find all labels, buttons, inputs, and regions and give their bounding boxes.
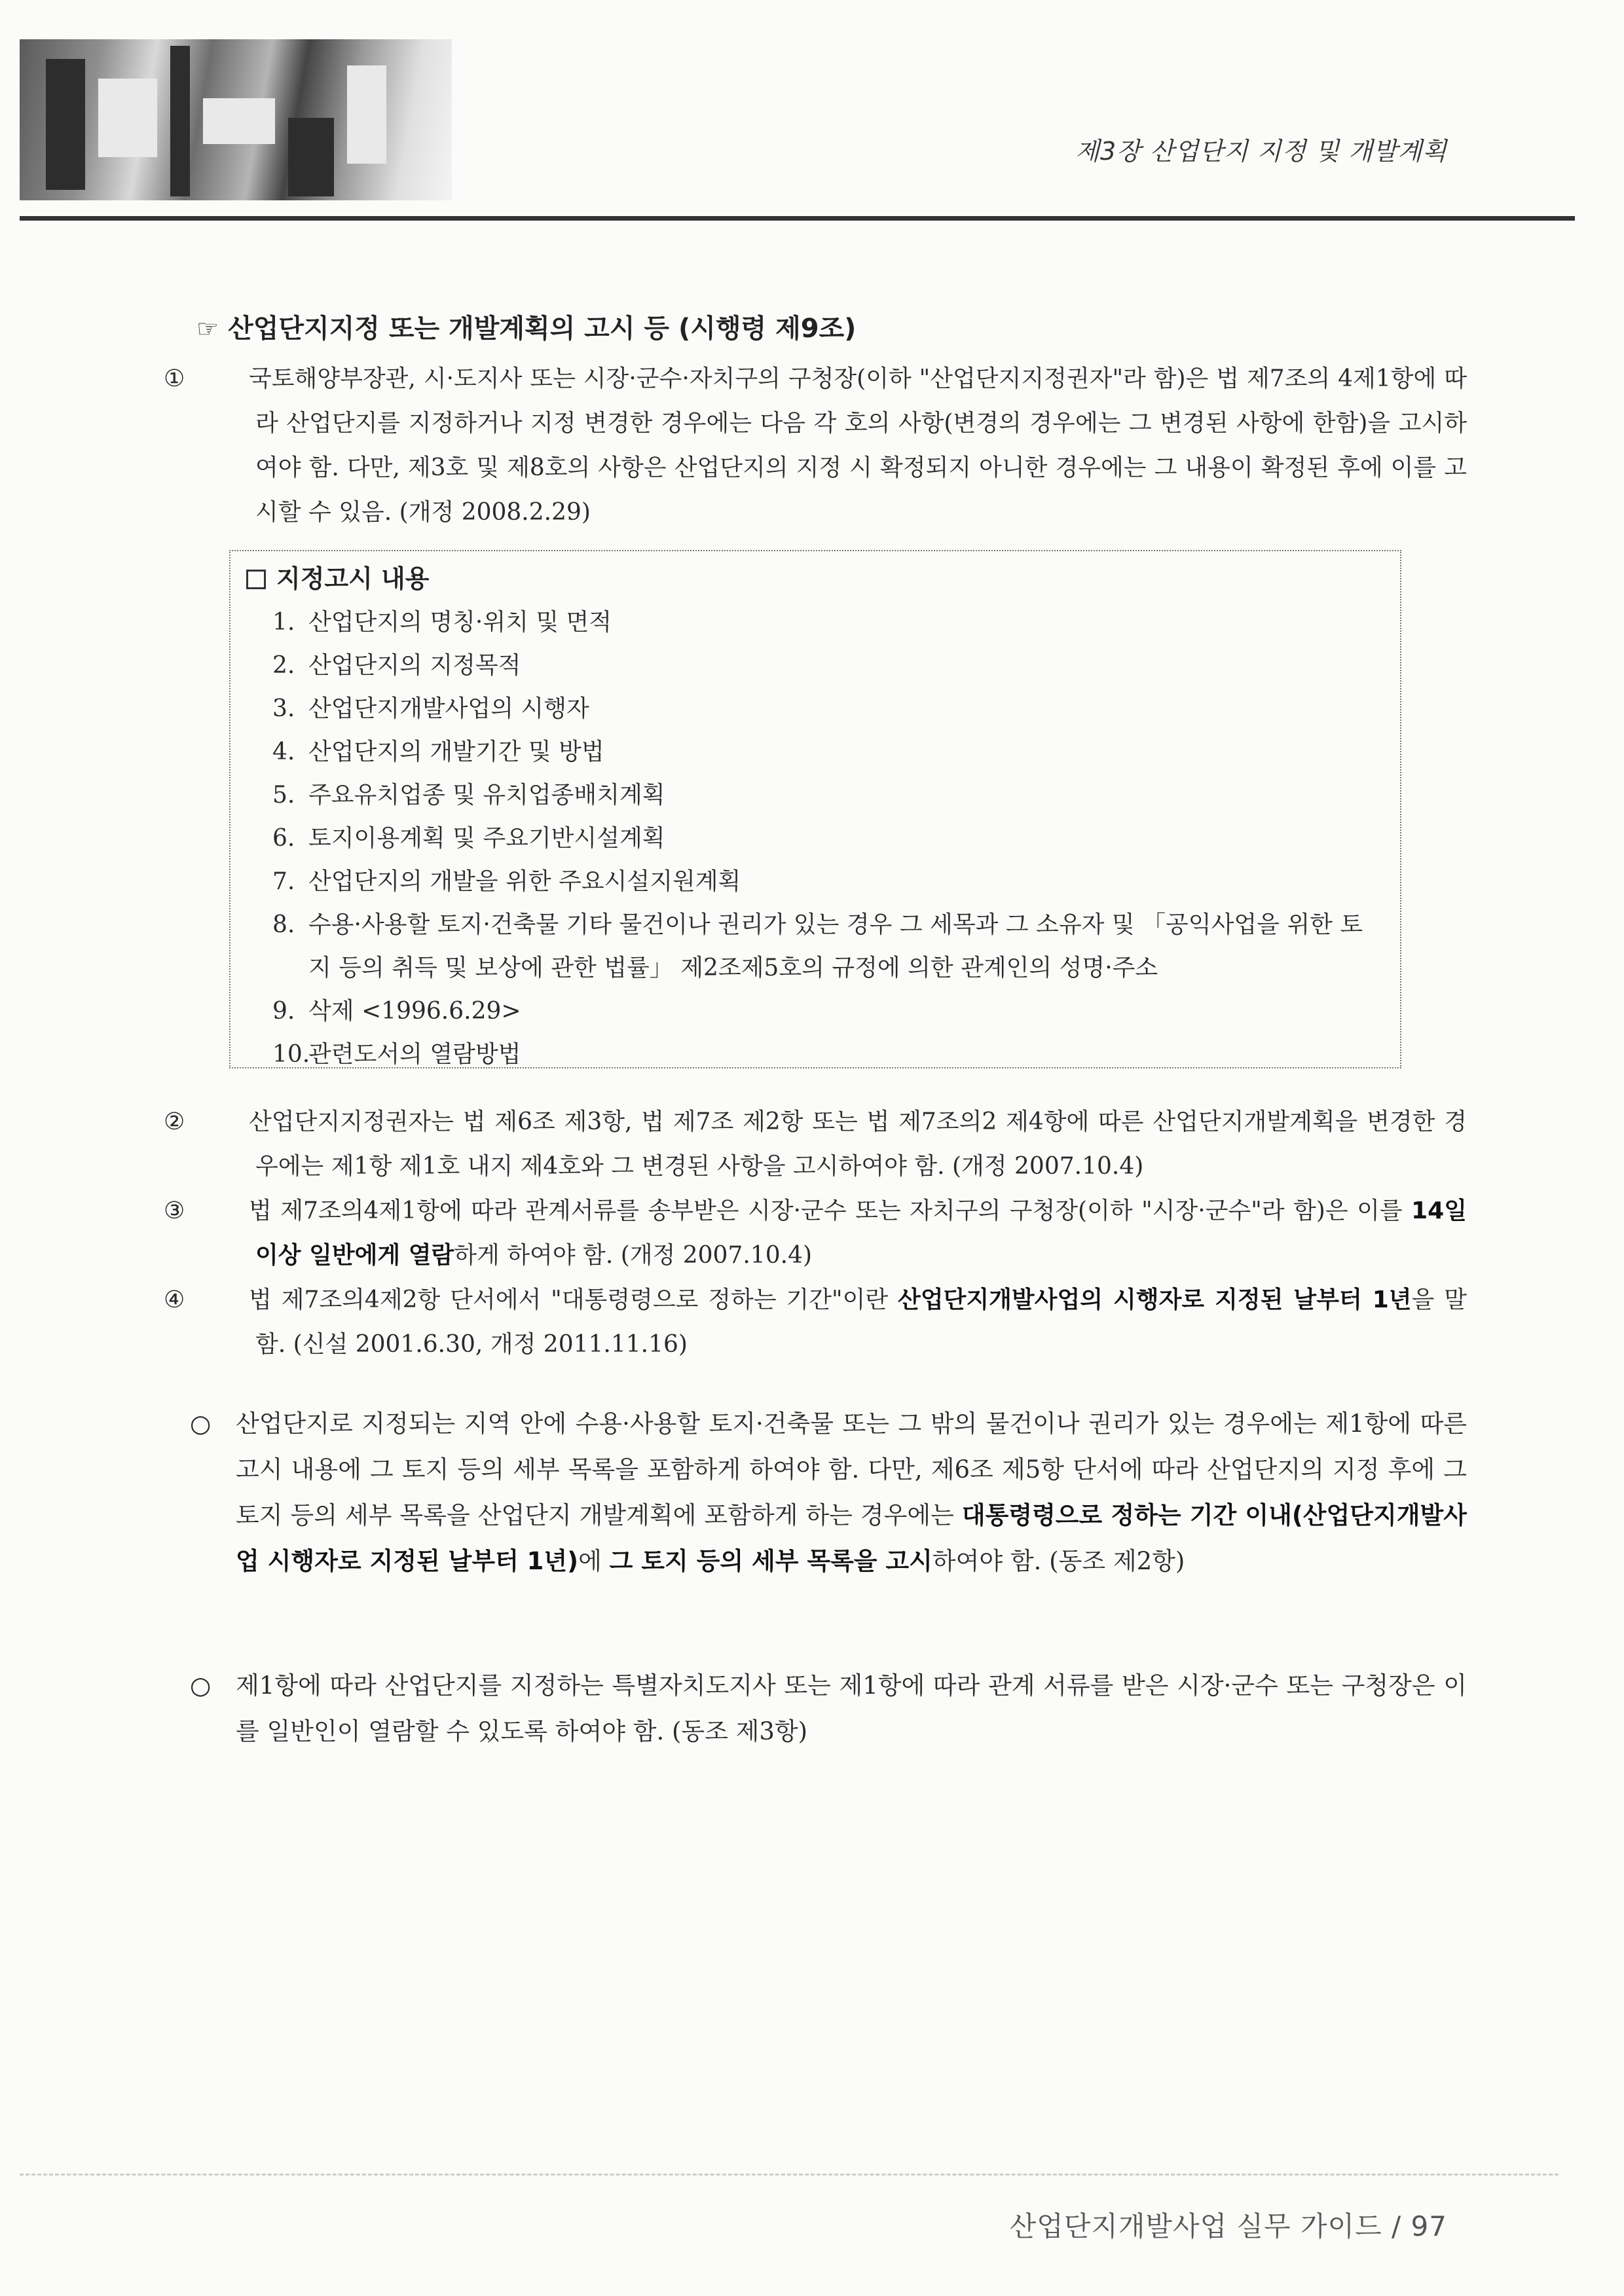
item-text: 산업단지의 명칭·위치 및 면적	[308, 609, 612, 636]
item-number: 1.	[272, 609, 295, 636]
paragraph-bold-text: 14일 이상 일반에게 열람	[255, 1197, 1467, 1269]
paragraph-2	[164, 1100, 1467, 1189]
notice-content-box	[229, 550, 1401, 1068]
bullet-text: 에	[578, 1547, 610, 1575]
item-text: 산업단지의 지정목적	[308, 652, 521, 679]
item-number: 5.	[272, 782, 295, 809]
paragraph-number: ④	[164, 1286, 185, 1313]
item-number: 4.	[272, 738, 295, 765]
paragraph-1	[164, 357, 1467, 535]
item-number: 8.	[272, 911, 295, 938]
chapter-title: 제3장 산업단지 지정 및 개발계획	[1075, 137, 1447, 166]
list-item	[246, 817, 1384, 860]
section-title-text: 산업단지지정 또는 개발계획의 고시 등 (시행령 제9조)	[228, 314, 857, 344]
checkbox-square-icon	[246, 570, 266, 589]
list-item	[246, 1033, 1384, 1076]
item-number: 6.	[272, 825, 295, 852]
item-text: 산업단지의 개발을 위한 주요시설지원계획	[308, 868, 741, 895]
paragraph-3	[164, 1189, 1467, 1278]
item-number: 7.	[272, 868, 295, 895]
paragraph-number: ③	[164, 1197, 185, 1224]
paragraph-text: 하게 하여야 함. (개정 2007.10.4)	[454, 1242, 813, 1269]
paragraph-bold-text: 산업단지개발사업의 시행자로 지정된 날부터 1년	[898, 1286, 1412, 1313]
list-item	[246, 687, 1384, 731]
bullet-text: 산업단지로 지정되는 지역 안에 수용·사용할 토지·건축물 또는 그 밖의 물건이나 권리가 있는 경우에는 제1항에 따른 고시 내용에 그 토지 등의 세부 목록을 포함하게 하여야 함. 다만, 제6조 제5항 단서에 따라 산업단지의 지정 후에 그 토지 등의 세부 목록을 산업단지 개발계획에 포함하게 하는 경우에는	[236, 1410, 1467, 1529]
list-item	[246, 731, 1384, 774]
bullet-text: 하여야 함. (동조 제2항)	[932, 1547, 1185, 1575]
paragraph-text: 법 제7조의4제1항에 따라 관계서류를 송부받은 시장·군수 또는 자치구의 구청장(이하 "시장·군수"라 함)은 이를	[249, 1197, 1412, 1224]
paragraph-number: ②	[164, 1108, 185, 1135]
list-item	[246, 990, 1384, 1033]
paragraph-text: 법 제7조의4제2항 단서에서 "대통령령으로 정하는 기간"이란	[249, 1286, 898, 1313]
list-item	[246, 774, 1384, 817]
header-photo	[20, 39, 452, 200]
bullet-circle-icon: ○	[190, 1410, 212, 1438]
paragraph-4	[164, 1278, 1467, 1367]
bullet-paragraph-1	[190, 1401, 1467, 1584]
footer-divider	[20, 2174, 1559, 2176]
box-title-text: 지정고시 내용	[276, 564, 430, 593]
bullet-circle-icon: ○	[190, 1671, 212, 1700]
page-footer: 산업단지개발사업 실무 가이드 / 97	[1009, 2210, 1447, 2242]
paragraph-text: 산업단지지정권자는 법 제6조 제3항, 법 제7조 제2항 또는 법 제7조의2 제4항에 따른 산업단지개발계획을 변경한 경우에는 제1항 제1호 내지 제4호와 그 변경된 사항을 고시하여야 함. (개정 2007.10.4)	[249, 1108, 1467, 1180]
item-number: 9.	[272, 998, 295, 1025]
item-text: 토지이용계획 및 주요기반시설계획	[308, 825, 665, 852]
header-rule	[20, 216, 1575, 221]
item-number: 10.	[272, 1041, 310, 1068]
notice-item-list	[246, 601, 1384, 1076]
item-text: 관련도서의 열람방법	[308, 1041, 521, 1068]
item-text: 산업단지개발사업의 시행자	[308, 695, 589, 722]
list-item	[246, 903, 1384, 990]
bullet-bold-text: 그 토지 등의 세부 목록을 고시	[609, 1547, 932, 1575]
item-text: 주요유치업종 및 유치업종배치계획	[308, 782, 665, 809]
bullet-bold-text: 대통령령으로 정하는 기간 이내(산업단지개발사업 시행자로 지정된 날부터 1년)	[236, 1501, 1467, 1575]
pointing-hand-icon: ☞	[196, 314, 219, 343]
item-number: 3.	[272, 695, 295, 722]
list-item	[246, 644, 1384, 687]
item-text: 산업단지의 개발기간 및 방법	[308, 738, 604, 765]
list-item	[246, 601, 1384, 644]
paragraph-text: 국토해양부장관, 시·도지사 또는 시장·군수·자치구의 구청장(이하 "산업단지지정권자"라 함)은 법 제7조의 4제1항에 따라 산업단지를 지정하거나 지정 변경한 경우에는 다음 각 호의 사항(변경의 경우에는 그 변경된 사항에 한함)을 고시하여야 함. 다만, 제3호 및 제8호의 사항은 산업단지의 지정 시 확정되지 아니한 경우에는 그 내용이 확정된 후에 이를 고시할 수 있음. (개정 2008.2.29)	[249, 365, 1467, 526]
section-title	[196, 308, 856, 345]
bullet-paragraph-2	[190, 1663, 1467, 1755]
bullet-text: 제1항에 따라 산업단지를 지정하는 특별자치도지사 또는 제1항에 따라 관계 서류를 받은 시장·군수 또는 구청장은 이를 일반인이 열람할 수 있도록 하여야 함. (동조 제3항)	[236, 1671, 1467, 1745]
list-item	[246, 860, 1384, 903]
box-title	[246, 560, 1384, 597]
paragraph-text: 을 말함. (신설 2001.6.30, 개정 2011.11.16)	[255, 1286, 1467, 1358]
item-number: 2.	[272, 652, 295, 679]
item-text: 삭제 <1996.6.29>	[308, 998, 521, 1025]
item-text: 수용·사용할 토지·건축물 기타 물건이나 권리가 있는 경우 그 세목과 그 소유자 및 「공익사업을 위한 토지 등의 취득 및 보상에 관한 법률」 제2조제5호의 규정에 의한 관계인의 성명·주소	[308, 911, 1363, 981]
paragraph-number: ①	[164, 365, 185, 392]
